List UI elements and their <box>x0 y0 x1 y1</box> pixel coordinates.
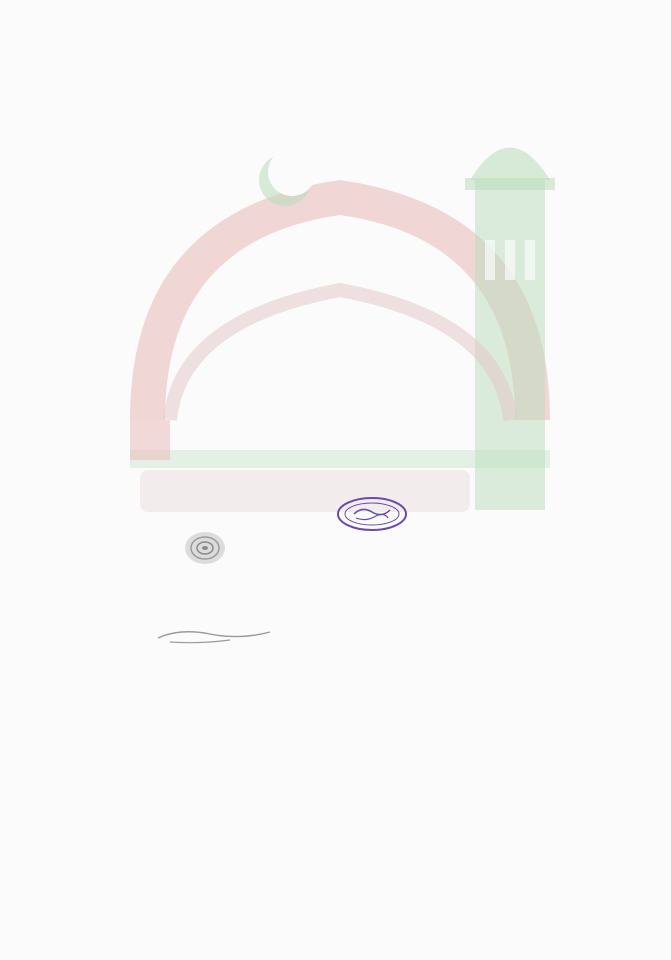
signature <box>150 622 280 648</box>
watermark-logo <box>110 120 570 550</box>
decorative-border-bottom <box>0 940 671 960</box>
fingerprint-mark <box>180 528 230 568</box>
decorative-border-left <box>0 20 20 940</box>
decorative-border-top <box>0 0 671 20</box>
office-stamp <box>336 496 408 532</box>
decorative-border-right <box>651 20 671 940</box>
